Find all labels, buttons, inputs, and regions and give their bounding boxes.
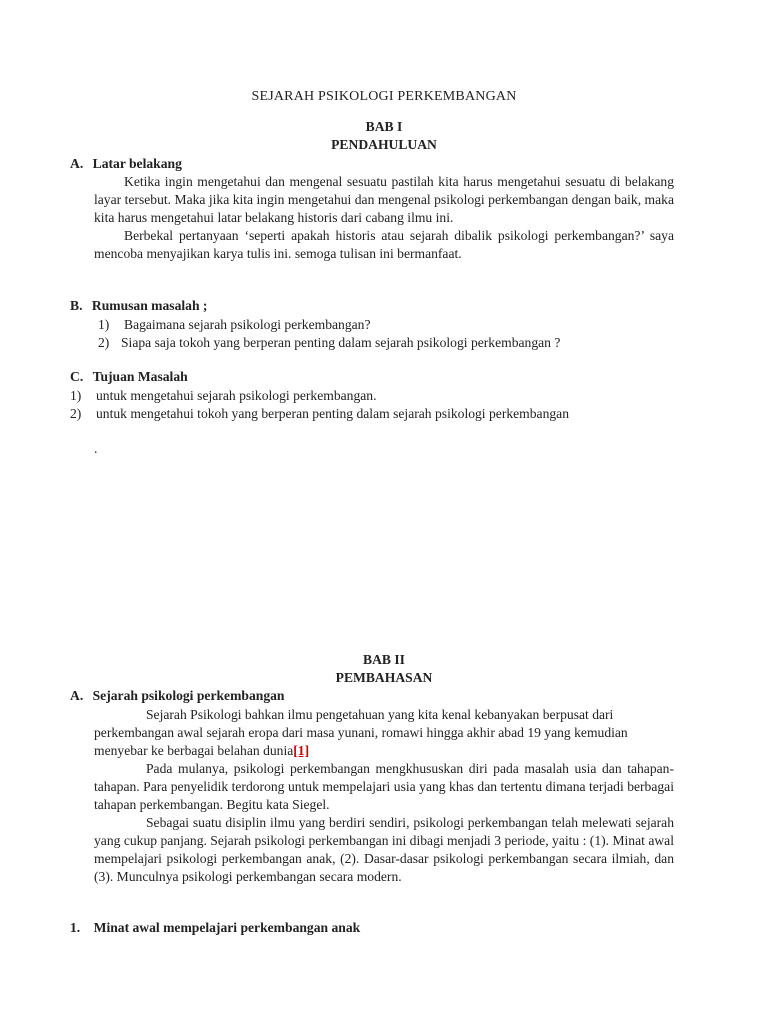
latar-belakang-p2: Berbekal pertanyaan ‘seperti apakah historis atau sejarah dibalik psikologi perkembangan?’ saya mencoba menyajikan karya tulis ini. semoga tulisan ini bermanfaat. (94, 228, 674, 261)
list-item (70, 405, 569, 423)
bab1-name: PENDAHULUAN (331, 137, 437, 152)
bab1-label: BAB I (365, 119, 403, 134)
bab2-section-a-title: Sejarah psikologi perkembangan (92, 688, 285, 703)
list-text: untuk mengetahui sejarah psikologi perkembangan. (96, 388, 377, 403)
list-number: 2) (98, 335, 110, 350)
subsection-1-title: Minat awal mempelajari perkembangan anak (93, 920, 361, 935)
sejarah-p3: Sebagai suatu disiplin ilmu yang berdiri sendiri, psikologi perkembangan telah melewati sejarah yang cukup panjang. Sejarah psikologi perkembangan ini dibagi menjadi 3 periode, yaitu : (1). Minat awal mempelajari psikologi perkembangan anak, (2). Dasar-dasar psikologi perkembangan secara ilmiah, dan (3). Munculnya psikologi perkembangan secara modern. (94, 815, 674, 884)
list-text: untuk mengetahui tokoh yang berperan penting dalam sejarah psikologi perkembangan (96, 406, 570, 421)
latar-belakang-p1: Ketika ingin mengetahui dan mengenal sesuatu pastilah kita harus mengetahui sesuatu di belakang layar tersebut. Maka jika kita ingin mengetahui dan mengenal psikologi perkembangan dengan baik, maka kita harus mengetahui latar belakang historis dari cabang ilmu ini. (94, 174, 674, 225)
list-text: Bagaimana sejarah psikologi perkembangan? (124, 317, 371, 332)
section-c-heading (70, 368, 188, 386)
list-number: 1) (70, 388, 82, 403)
sejarah-p2: Pada mulanya, psikologi perkembangan mengkhususkan diri pada masalah usia dan tahapan-tahapan. Para penyelidik terdorong untuk mempelajari usia yang khas dan tertentu dimana terjadi berbagai tahapan perkembangan. Begitu kata Siegel. (94, 761, 674, 812)
latar-belakang-body (94, 173, 674, 263)
subsection-1-heading (70, 919, 360, 937)
sejarah-p1 (94, 706, 674, 760)
list-item (70, 387, 376, 405)
section-a-heading (70, 155, 182, 173)
list-number: 1) (98, 317, 110, 332)
sejarah-body (94, 706, 674, 886)
section-c-marker: C. (70, 369, 84, 384)
list-text: Siapa saja tokoh yang berperan penting dalam sejarah psikologi perkembangan ? (121, 335, 561, 350)
section-a-title: Latar belakang (92, 156, 182, 171)
section-a-marker: A. (70, 156, 84, 171)
stray-dot: . (94, 441, 98, 456)
document-title: SEJARAH PSIKOLOGI PERKEMBANGAN (251, 89, 517, 104)
bab2-section-a-marker: A. (70, 688, 84, 703)
subsection-1-marker: 1. (70, 920, 81, 935)
bab2-section-a-heading (70, 687, 284, 705)
section-b-title: Rumusan masalah ; (91, 298, 208, 313)
list-item (98, 316, 371, 334)
list-item (98, 334, 560, 352)
footnote-link[interactable]: [1] (293, 743, 310, 758)
bab2-label: BAB II (363, 652, 405, 667)
list-number: 2) (70, 406, 82, 421)
section-b-heading (70, 297, 207, 315)
section-b-marker: B. (70, 298, 83, 313)
sejarah-p1-text: Sejarah Psikologi bahkan ilmu pengetahuan yang kita kenal kebanyakan berpusat dari perkembangan awal sejarah eropa dari masa yunani, romawi hingga akhir abad 19 yang kemudian menyebar ke berbagai belahan dunia (94, 707, 628, 758)
section-c-title: Tujuan Masalah (92, 369, 188, 384)
bab2-name: PEMBAHASAN (335, 670, 433, 685)
